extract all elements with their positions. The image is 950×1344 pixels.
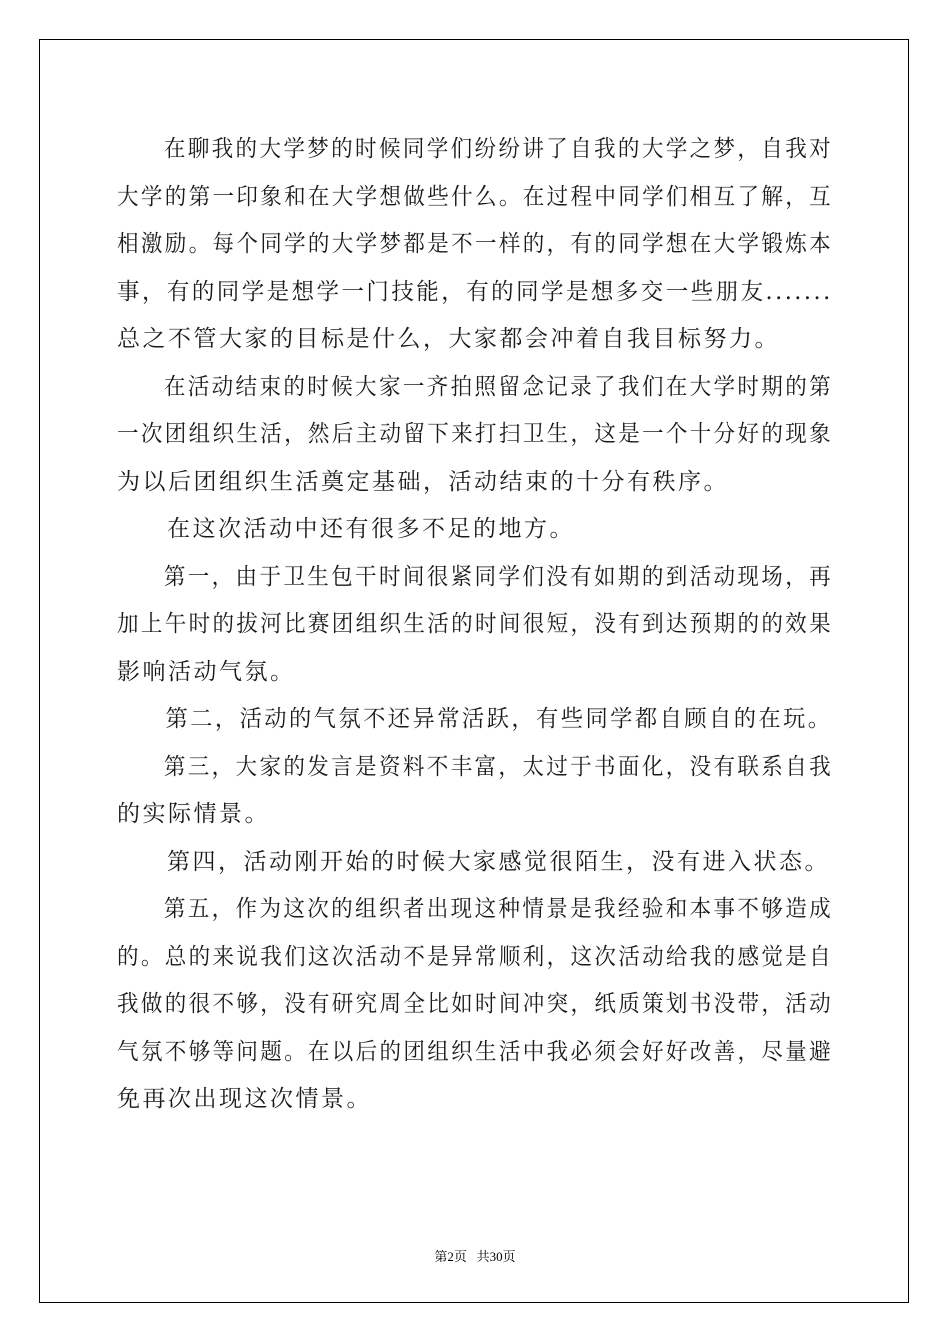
text-line: 第四，活动刚开始的时候大家感觉很陌生，没有进入状态。 <box>167 848 830 875</box>
text-line: 的实际情景。 <box>117 801 270 827</box>
text-line: 加上午时的拔河比赛团组织生活的时间很短，没有到达预期的的效果 <box>117 611 833 637</box>
text-line: 第一，由于卫生包干时间很紧同学们没有如期的到活动现场，再 <box>163 563 833 590</box>
text-line: 影响活动气氛。 <box>117 658 296 685</box>
text-line: 总之不管大家的目标是什么，大家都会冲着自我目标努力。 <box>117 326 780 352</box>
text-line: 第五，作为这次的组织者出现这种情景是我经验和本事不够造成 <box>163 896 833 922</box>
text-line: 大学的第一印象和在大学想做些什么。在过程中同学们相互了解，互 <box>117 183 833 210</box>
text-line: 为以后团组织生活奠定基础，活动结束的十分有秩序。 <box>117 468 729 495</box>
text-line: 第三，大家的发言是资料不丰富，太过于书面化，没有联系自我 <box>163 753 833 780</box>
text-line: 事，有的同学是想学一门技能，有的同学是想多交一些朋友....... <box>117 278 833 305</box>
text-line: 一次团组织生活，然后主动留下来打扫卫生，这是一个十分好的现象 <box>117 421 833 447</box>
text-line: 第二，活动的气氛不还异常活跃，有些同学都自顾自的在玩。 <box>165 706 833 732</box>
text-line: 在活动结束的时候大家一齐拍照留念记录了我们在大学时期的第 <box>163 373 833 400</box>
document-body <box>117 126 833 1124</box>
total-pages: 共30页 <box>476 1249 516 1264</box>
text-line: 我做的很不够，没有研究周全比如时间冲突，纸质策划书没带，活动 <box>117 991 833 1017</box>
page-number: 第2页 <box>434 1249 467 1264</box>
text-line: 相激励。每个同学的大学梦都是不一样的，有的同学想在大学锻炼本 <box>117 231 833 257</box>
text-line: 免再次出现这次情景。 <box>117 1086 372 1112</box>
text-line: 气氛不够等问题。在以后的团组织生活中我必须会好好改善，尽量避 <box>117 1038 833 1065</box>
text-line: 的。总的来说我们这次活动不是异常顺利，这次活动给我的感觉是自 <box>117 943 833 970</box>
text-line: 在聊我的大学梦的时候同学们纷纷讲了自我的大学之梦，自我对 <box>163 136 833 162</box>
page-footer <box>0 1246 950 1265</box>
text-line: 在这次活动中还有很多不足的地方。 <box>167 516 575 542</box>
